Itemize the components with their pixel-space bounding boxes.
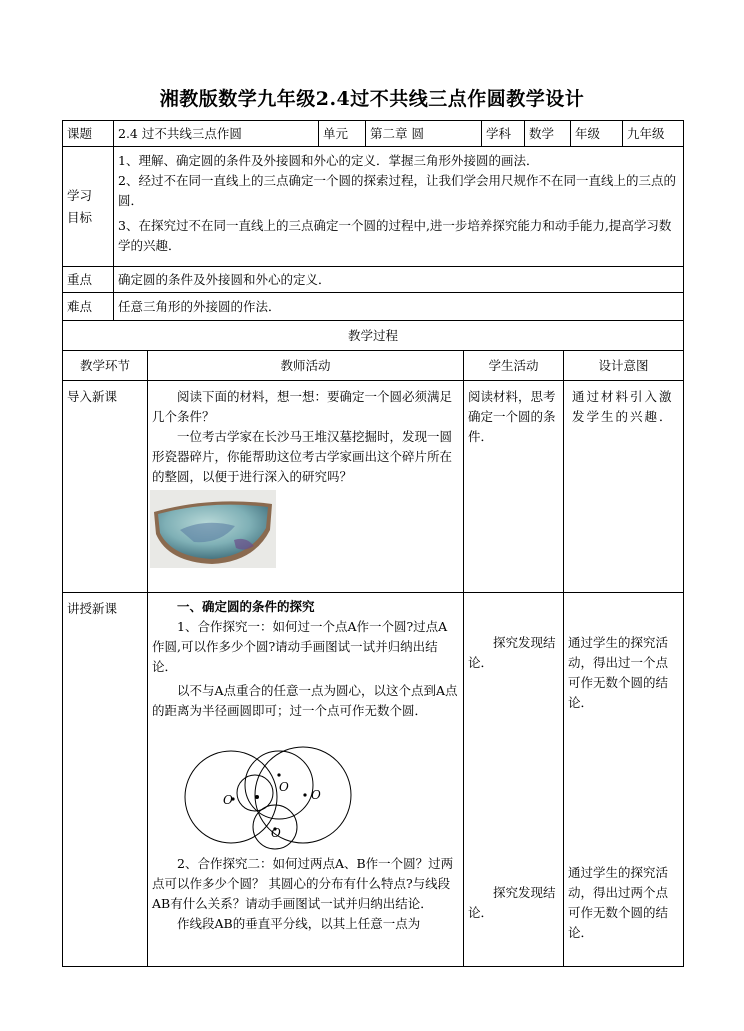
- porcelain-fragment-image: [150, 490, 276, 568]
- row2-section-heading: 一、确定圆的条件的探究: [177, 599, 315, 614]
- objectives-label: 学习目标: [62, 146, 114, 267]
- objective-item-1: 1、理解、确定圆的条件及外接圆和外心的定义．掌握三角形外接圆的画法．: [118, 153, 539, 168]
- key-point-value: 确定圆的条件及外接圆和外心的定义．: [113, 266, 684, 293]
- circles-through-point-figure: [175, 745, 360, 855]
- row2-teacher-para-1: 1、合作探究一：如何过一个点A作一个圆?过点A作圆,可以作多少个圆?请动手画图试一试并归纳出结论．: [152, 619, 448, 674]
- row1-stage: 导入新课: [62, 380, 148, 593]
- row2-student-1: 探究发现结论．: [468, 635, 556, 670]
- figure-label-o-1: O: [223, 793, 233, 807]
- row2-stage: 讲授新课: [62, 592, 148, 967]
- process-title: 教学过程: [62, 320, 684, 351]
- row2-teacher-para-3: 2、合作探究二：如何过两点A、B作一个圆？过两点可以作多少个圆？ 其圆心的分布有什么特点?与线段AB有什么关系？请动手画图试一试并归纳出结论．: [152, 856, 454, 911]
- grade-label: 年级: [570, 120, 623, 147]
- row2-intent-2: 通过学生的探究活动，得出过两个点可作无数个圆的结论．: [568, 865, 669, 940]
- difficulty-value: 任意三角形的外接圆的作法．: [113, 292, 684, 321]
- figure-label-o-3: O: [311, 788, 321, 802]
- row2-student-2: 探究发现结论．: [468, 885, 556, 920]
- subject-value: 数学: [524, 120, 571, 147]
- key-point-label: 重点: [62, 266, 114, 293]
- difficulty-label: 难点: [62, 292, 114, 321]
- row1-student: 阅读材料，思考确定一个圆的条件．: [463, 380, 564, 593]
- subject-label: 学科: [481, 120, 525, 147]
- col-header-intent: 设计意图: [563, 350, 684, 381]
- objective-item-2: 2、经过不在同一直线上的三点确定一个圆的探索过程，让我们学会用尺规作不在同一直线上的三点的圆．: [118, 173, 676, 208]
- row2-student: [463, 592, 564, 967]
- grade-value: 九年级: [622, 120, 684, 147]
- row1-teacher-para-1: 阅读下面的材料，想一想：要确定一个圆必须满足几个条件？: [152, 389, 453, 424]
- objectives-content: [113, 146, 684, 267]
- figure-label-o-4: O: [271, 826, 281, 840]
- page-title: 湘教版数学九年级2.4过不共线三点作圆教学设计: [159, 88, 585, 110]
- row1-teacher-para-2: 一位考古学家在长沙马王堆汉墓挖掘时，发现一圆形瓷器碎片，你能帮助这位考古学家画出这个碎片所在的整圆，以便于进行深入的研究吗？: [152, 429, 453, 484]
- course-label: 课题: [62, 120, 114, 147]
- figure-label-o-2: O: [279, 780, 289, 794]
- objective-item-3: 3、在探究过不在同一直线上的三点确定一个圆的过程中,进一步培养探究能力和动手能力,提高学习数学的兴趣．: [118, 218, 672, 253]
- course-value: 2.4 过不共线三点作圆: [113, 120, 319, 147]
- row2-teacher-para-4: 作线段AB的垂直平分线，以其上任意一点为: [177, 916, 421, 931]
- col-header-stage: 教学环节: [62, 350, 148, 381]
- row2-teacher-para-2: 以不与A点重合的任意一点为圆心，以这个点到A点的距离为半径画圆即可；过一个点可作无数个圆．: [152, 683, 458, 718]
- unit-label: 单元: [318, 120, 366, 147]
- col-header-teacher: 教师活动: [147, 350, 464, 381]
- col-header-student: 学生活动: [463, 350, 564, 381]
- row2-intent: [563, 592, 684, 967]
- row1-intent: 通过材料引入激发学生的兴趣．: [563, 380, 684, 593]
- row2-intent-1: 通过学生的探究活动，得出过一个点可作无数个圆的结论．: [568, 635, 669, 710]
- unit-value: 第二章 圆: [365, 120, 482, 147]
